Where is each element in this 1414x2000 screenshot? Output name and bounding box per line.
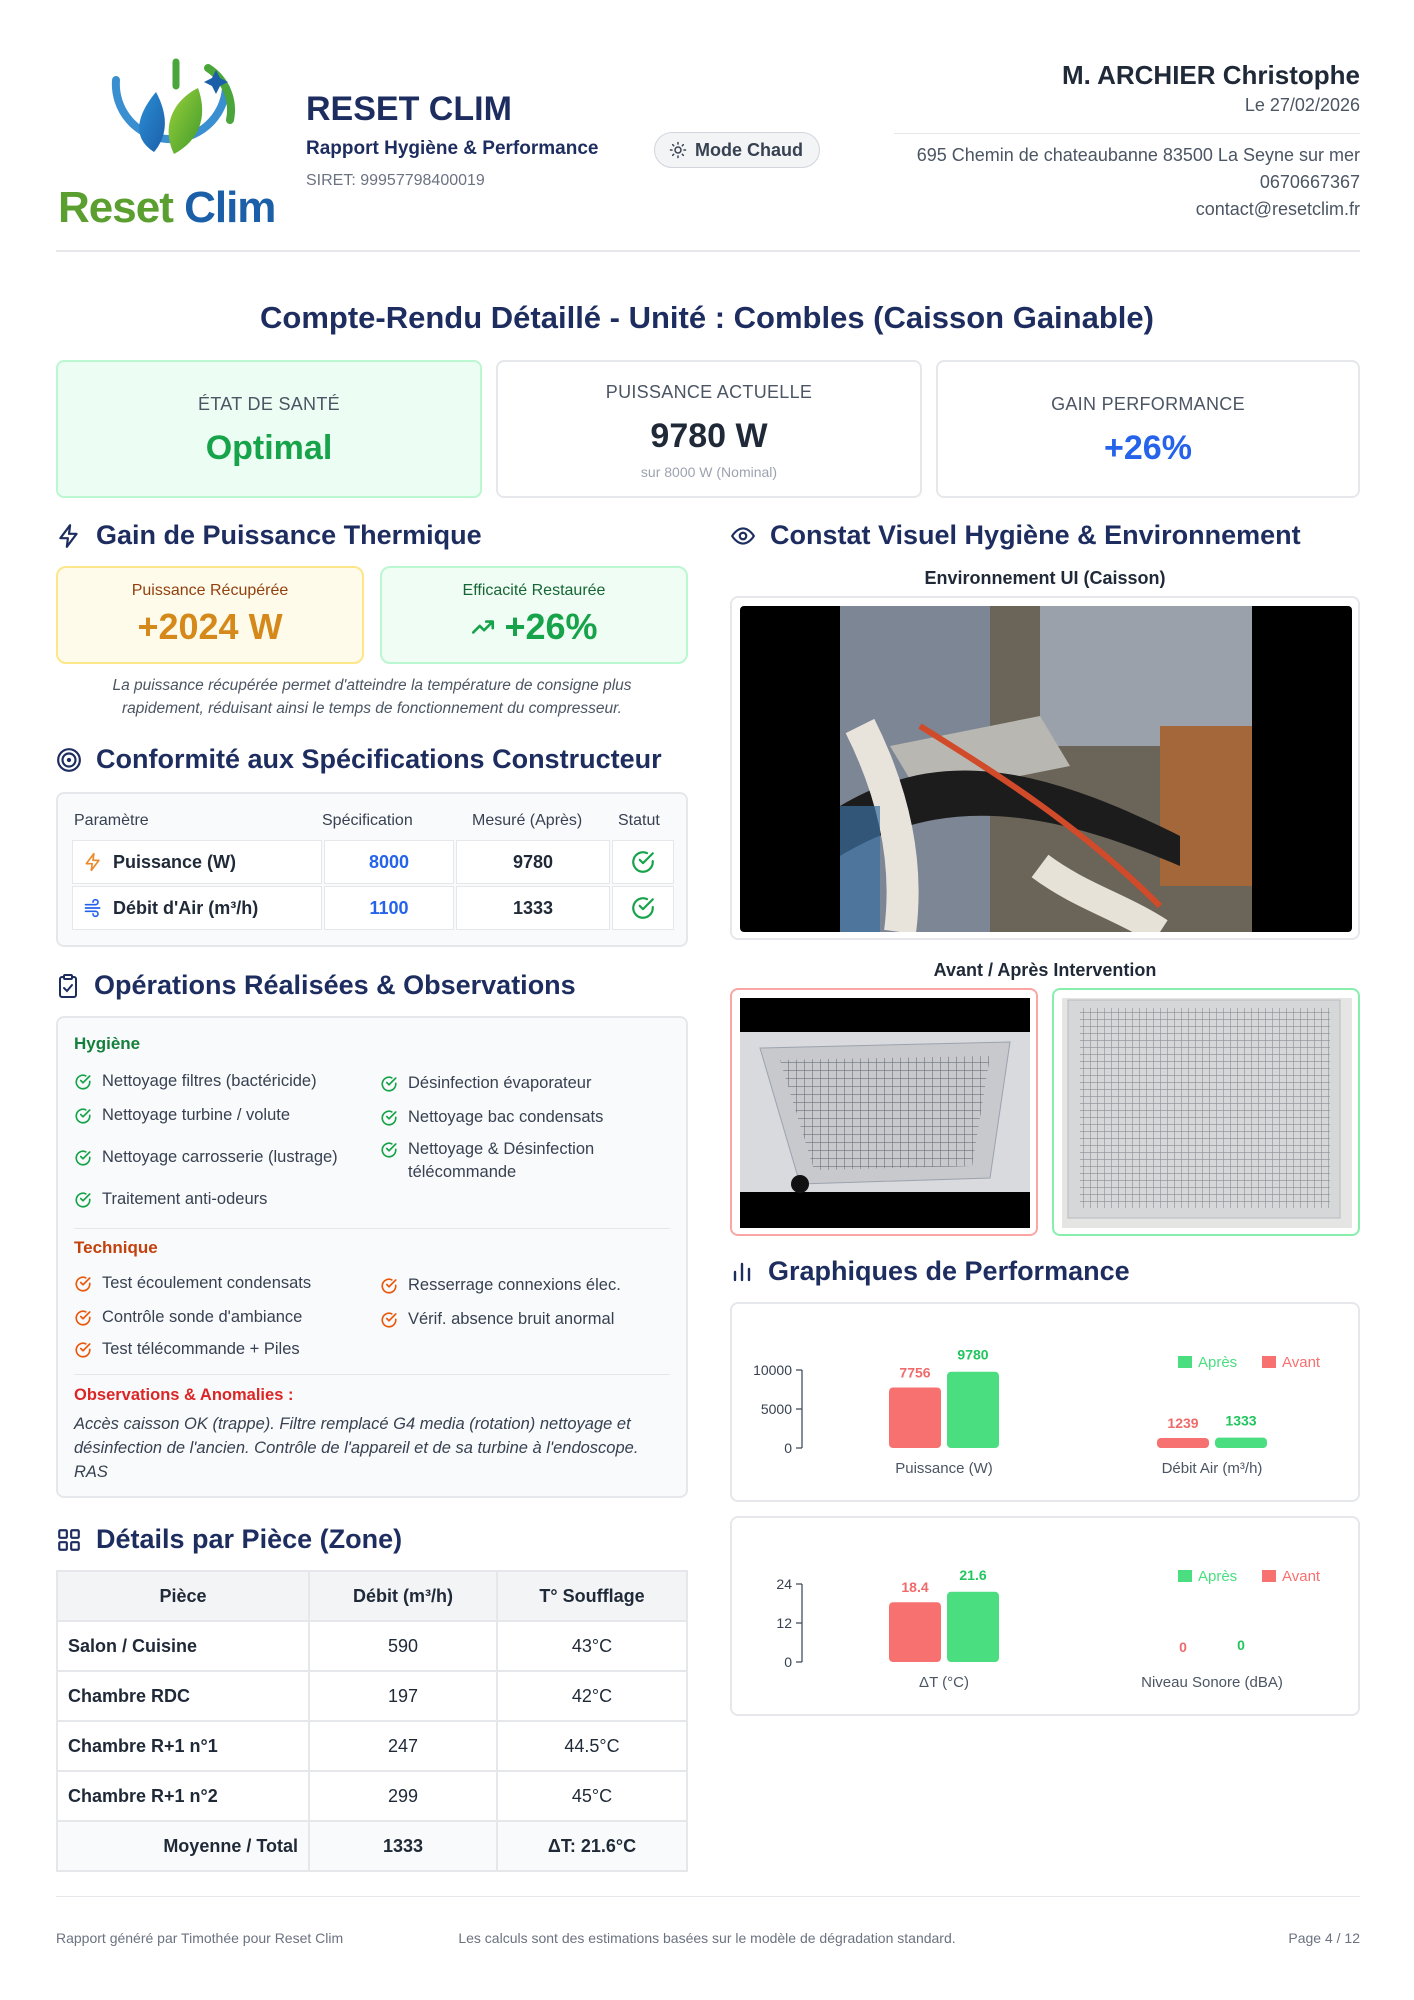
checklist-item-label: Nettoyage carrosserie (lustrage) [102,1148,338,1166]
checklist-item [74,1338,354,1361]
bar-value-label: 18.4 [901,1579,929,1596]
power-nominal: sur 8000 W (Nominal) [640,464,778,480]
check-circle-icon [380,1109,398,1127]
check-circle-icon [630,895,656,921]
environment-photo [740,606,1352,932]
room-name: Chambre RDC [57,1671,309,1721]
table-total-row [57,1821,687,1871]
check-circle-icon [380,1277,398,1295]
company-phone: 0670667367 [1259,172,1360,192]
before-photo [740,998,1030,1228]
checklist-item-label: Nettoyage filtres (bactéricide) [102,1072,317,1090]
table-row [72,886,322,930]
checklist-item [74,1188,354,1211]
charts-section-heading [730,1256,1130,1287]
checklist-item [380,1308,660,1331]
visual-section-heading [730,520,1301,551]
grid-icon [56,1527,82,1553]
measured-value: 9780 [456,840,610,884]
table-header-row [57,1571,687,1621]
after-photo [1062,998,1352,1228]
check-circle-icon [74,1073,92,1091]
status-cell [612,840,674,884]
environment-photo-title: Environnement UI (Caisson) [924,568,1166,588]
table-row [57,1771,687,1821]
col-header-status: Statut [618,812,660,829]
y-tick-label: 0 [784,1654,792,1670]
col-header-param: Paramètre [74,812,149,829]
checklist-item [380,1106,660,1129]
room-flow: 590 [309,1621,497,1671]
efficiency-value: +26% [504,606,598,647]
logo-word-reset: Reset [58,183,173,232]
after-photo-frame [1052,988,1360,1236]
room-flow: 299 [309,1771,497,1821]
y-tick-label: 5000 [760,1401,792,1417]
checklist-item-label: Contrôle sonde d'ambiance [102,1308,303,1326]
observations-title: Observations & Anomalies : [74,1386,294,1404]
header-divider [56,250,1360,252]
param-name: Puissance (W) [113,851,237,872]
checklist-item-label: Traitement anti-odeurs [102,1190,268,1208]
power-value: 9780 W [650,417,768,455]
bar-après [947,1372,999,1448]
total-label: Moyenne / Total [57,1821,309,1871]
gain-card [936,360,1360,498]
check-circle-icon [630,849,656,875]
footer-divider [56,1896,1360,1897]
bar-value-label: 0 [1179,1639,1187,1655]
hygiene-title: Hygiène [74,1034,141,1053]
bar-avant [1157,1438,1209,1448]
param-name: Débit d'Air (m³/h) [113,897,259,918]
logo-leaf-drop-icon [58,58,283,176]
performance-chart-2 [732,1518,1358,1714]
bar-value-label: 1239 [1167,1415,1199,1431]
checklist-item-label: Nettoyage & Désinfection télécommande [408,1140,595,1181]
chart-card-1 [730,1302,1360,1502]
conformity-table [56,792,688,947]
bar-avant [889,1388,941,1448]
x-category-label: Puissance (W) [895,1460,993,1477]
footer-left: Rapport généré par Timothée pour Reset Clim [56,1930,344,1946]
check-circle-icon [74,1309,92,1327]
bar-value-label: 21.6 [959,1566,987,1583]
eye-icon [730,523,756,549]
checklist-item-label: Nettoyage turbine / volute [102,1106,291,1124]
charts-heading: Graphiques de Performance [768,1256,1130,1286]
col-header-measured: Mesuré (Après) [472,812,583,829]
legend-label-after: Après [1198,1568,1238,1585]
checklist-item [74,1306,354,1329]
table-row [57,1671,687,1721]
operations-heading: Opérations Réalisées & Observations [94,970,576,1000]
before-photo-frame [730,988,1038,1236]
lightning-icon [83,852,103,872]
total-temp: ΔT: 21.6°C [497,1821,687,1871]
bar-après [1215,1438,1267,1448]
legend-swatch-before [1262,1570,1276,1582]
room-temp: 42°C [497,1671,687,1721]
divider [74,1374,670,1375]
status-cell [612,886,674,930]
col-header-flow: Débit (m³/h) [309,1571,497,1621]
legend-swatch-before [1262,1356,1276,1368]
target-icon [56,747,82,773]
observations-text: Accès caisson OK (trappe). Filtre remplacé G4 media (rotation) nettoyage et désinfection de l'ancien. Contrôle de l'appareil et de sa turbine à l'endoscope. RAS [74,1415,639,1481]
col-header-room: Pièce [57,1571,309,1621]
rooms-section-heading [56,1524,402,1555]
conformity-heading: Conformité aux Spécifications Constructeur [96,744,662,774]
checklist-item-label: Resserrage connexions élec. [408,1276,621,1294]
logo-word-clim: Clim [184,183,276,232]
health-value: Optimal [205,429,333,467]
environment-photo-frame [730,596,1360,940]
checklist-item [74,1272,354,1295]
efficiency-card [380,566,688,664]
trending-up-icon [470,614,496,640]
legend-label-before: Avant [1282,1354,1321,1371]
efficiency-label: Efficacité Restaurée [462,582,606,599]
bar-value-label: 0 [1237,1637,1245,1653]
operations-box [56,1016,688,1498]
report-subtitle: Rapport Hygiène & Performance [306,138,599,159]
checklist-item [380,1072,660,1095]
legend-label-after: Après [1198,1354,1238,1371]
table-row [72,840,322,884]
room-name: Chambre R+1 n°1 [57,1721,309,1771]
gain-label: GAIN PERFORMANCE [1051,394,1245,414]
room-temp: 44.5°C [497,1721,687,1771]
gain-value: +26% [1104,429,1192,467]
bar-après [947,1592,999,1662]
bar-avant [889,1602,941,1662]
checklist-item-label: Nettoyage bac condensats [408,1108,604,1126]
measured-value: 1333 [456,886,610,930]
bar-value-label: 9780 [957,1346,989,1363]
y-tick-label: 10000 [753,1362,792,1378]
total-flow: 1333 [309,1821,497,1871]
sun-icon [669,141,687,159]
checklist-item [380,1274,660,1297]
operations-section-heading [56,970,576,1001]
room-flow: 197 [309,1671,497,1721]
power-label: PUISSANCE ACTUELLE [605,382,813,402]
checklist-item-label: Test télécommande + Piles [102,1340,300,1358]
health-card [56,360,482,498]
company-address: 695 Chemin de chateaubanne 83500 La Seyne sur mer [916,145,1360,165]
client-name: M. ARCHIER Christophe [1061,60,1360,90]
footer-center: Les calculs sont des estimations basées sur le modèle de dégradation standard. [458,1930,956,1946]
mode-label: Mode Chaud [695,139,803,160]
company-name: RESET CLIM [306,90,512,128]
visual-heading: Constat Visuel Hygiène & Environnement [770,520,1301,550]
page-number: Page 4 / 12 [1288,1930,1360,1946]
check-circle-icon [74,1149,92,1167]
table-row [57,1721,687,1771]
performance-chart-1 [732,1304,1358,1500]
conformity-section-heading [56,744,662,775]
legend-label-before: Avant [1282,1568,1321,1585]
room-temp: 43°C [497,1621,687,1671]
x-category-label: ΔT (°C) [919,1674,969,1691]
bar-chart-icon [730,1260,754,1284]
check-circle-icon [74,1275,92,1293]
lightning-icon [56,523,82,549]
table-row [57,1621,687,1671]
siret: SIRET: 99957798400019 [306,172,485,189]
recovered-power-card [56,566,364,664]
health-label: ÉTAT DE SANTÉ [198,394,340,414]
check-circle-icon [74,1341,92,1359]
recovered-value: +2024 W [137,606,283,647]
report-date: Le 27/02/2026 [1244,95,1360,115]
thermal-heading: Gain de Puissance Thermique [96,520,482,550]
bar-value-label: 7756 [899,1364,931,1381]
company-logo [58,58,283,232]
col-header-temp: T° Soufflage [497,1571,687,1621]
checklist-item [74,1146,354,1169]
check-circle-icon [380,1075,398,1093]
rooms-heading: Détails par Pièce (Zone) [96,1524,403,1554]
bar-value-label: 1333 [1225,1412,1257,1429]
check-circle-icon [380,1311,398,1329]
checklist-item-label: Désinfection évaporateur [408,1074,592,1092]
legend-swatch-after [1178,1570,1192,1582]
spec-value: 1100 [324,886,454,930]
chart-card-2 [730,1516,1360,1716]
thermal-note: La puissance récupérée permet d'atteindre la température de consigne plus rapidement, réduisant ainsi le temps de fonctionnement du compresseur. [112,677,632,717]
room-name: Salon / Cuisine [57,1621,309,1671]
power-card [496,360,922,498]
before-after-title: Avant / Après Intervention [933,960,1157,980]
divider [74,1228,670,1229]
mode-badge [654,132,820,168]
x-category-label: Débit Air (m³/h) [1161,1460,1263,1477]
y-tick-label: 0 [784,1440,792,1456]
thermal-section-heading [56,520,482,551]
page-title: Compte-Rendu Détaillé - Unité : Combles (Caisson Gainable) [260,300,1154,335]
legend-swatch-after [1178,1356,1192,1368]
rooms-table [56,1570,688,1872]
y-tick-label: 24 [776,1576,792,1592]
room-temp: 45°C [497,1771,687,1821]
checklist-item [74,1104,354,1127]
check-circle-icon [380,1141,398,1159]
recovered-label: Puissance Récupérée [131,582,289,599]
checklist-item [74,1070,354,1093]
room-name: Chambre R+1 n°2 [57,1771,309,1821]
check-circle-icon [74,1191,92,1209]
x-category-label: Niveau Sonore (dBA) [1141,1674,1283,1691]
wind-icon [83,898,103,918]
header-divider-small [894,133,1360,134]
y-tick-label: 12 [776,1615,792,1631]
checklist-item [380,1138,660,1184]
technique-title: Technique [74,1238,158,1257]
room-flow: 247 [309,1721,497,1771]
company-email: contact@resetclim.fr [1195,199,1360,219]
spec-value: 8000 [324,840,454,884]
check-circle-icon [74,1107,92,1125]
clipboard-check-icon [56,973,80,999]
col-header-spec: Spécification [322,812,413,829]
checklist-item-label: Vérif. absence bruit anormal [408,1310,615,1328]
checklist-item-label: Test écoulement condensats [102,1274,312,1292]
